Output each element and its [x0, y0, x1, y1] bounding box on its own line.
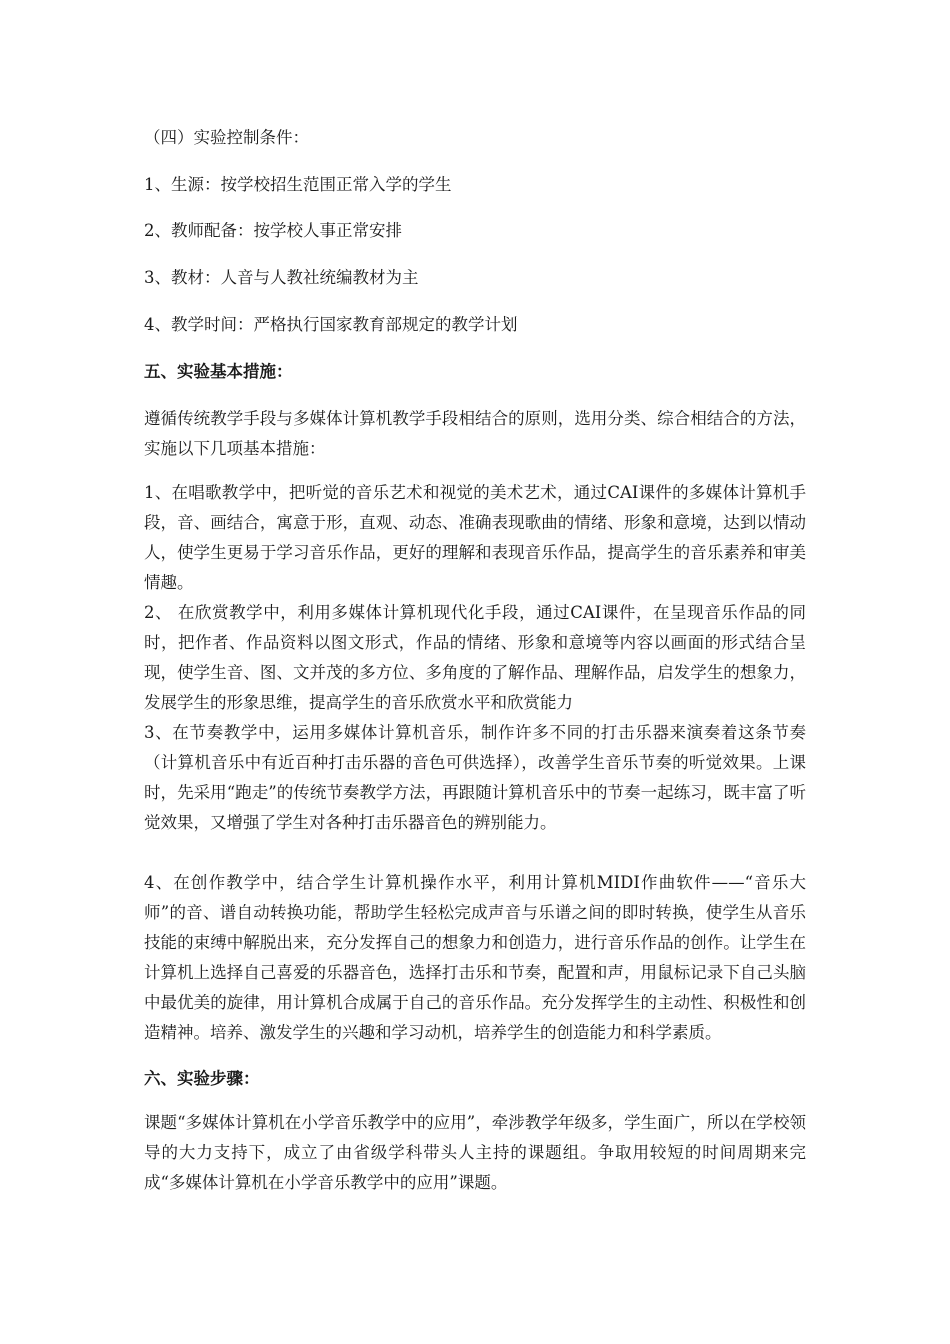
control-item-student-source: 1、生源：按学校招生范围正常入学的学生 — [144, 175, 452, 194]
section-6-paragraph: 课题“多媒体计算机在小学音乐教学中的应用”，牵涉教学年级多，学生面广，所以在学校领导的大力支持下，成立了由省级学科带头人主持的课题组。争取用较短的时间周期来完成“多媒体计算机在小学音乐教学中的应用”课题。 — [144, 1113, 806, 1192]
section-5-intro: 遵循传统教学手段与多媒体计算机教学手段相结合的原则，选用分类、综合相结合的方法，实施以下几项基本措施： — [144, 409, 806, 458]
section-6-heading: 六、实验步骤： — [144, 1069, 260, 1088]
control-conditions-title: （四）实验控制条件： — [144, 128, 309, 147]
control-item-textbook: 3、教材：人音与人教社统编教材为主 — [144, 268, 419, 287]
control-item-teacher-staffing: 2、教师配备：按学校人事正常安排 — [144, 221, 402, 240]
measure-singing-paragraph: 1、在唱歌教学中，把听觉的音乐艺术和视觉的美术艺术，通过CAI课件的多媒体计算机手段，音、画结合，寓意于形，直观、动态、准确表现歌曲的情绪、形象和意境，达到以情动人，使学生更易于学习音乐作品，更好的理解和表现音乐作品，提高学生的音乐素养和审美情趣。 — [144, 483, 806, 592]
section-5-heading: 五、实验基本措施： — [144, 362, 293, 381]
measure-appreciation-paragraph: 2、 在欣赏教学中，利用多媒体计算机现代化手段，通过CAI课件，在呈现音乐作品的同时，把作者、作品资料以图文形式，作品的情绪、形象和意境等内容以画面的形式结合呈现，使学生音、图、文并茂的多方位、多角度的了解作品、理解作品，启发学生的想象力，发展学生的形象思维，提高学生的音乐欣赏水平和欣赏能力 — [144, 603, 806, 712]
control-item-teaching-time: 4、教学时间：严格执行国家教育部规定的教学计划 — [144, 315, 518, 334]
measure-composition-paragraph: 4、在创作教学中，结合学生计算机操作水平，利用计算机MIDI作曲软件——“音乐大师”的音、谱自动转换功能，帮助学生轻松完成声音与乐谱之间的即时转换，使学生从音乐技能的束缚中解脱出来，充分发挥自己的想象力和创造力，进行音乐作品的创作。让学生在计算机上选择自己喜爱的乐器音色，选择打击乐和节奏，配置和声，用鼠标记录下自己头脑中最优美的旋律，用计算机合成属于自己的音乐作品。充分发挥学生的主动性、积极性和创造精神。培养、激发学生的兴趣和学习动机，培养学生的创造能力和科学素质。 — [144, 873, 806, 1042]
measure-rhythm-paragraph: 3、在节奏教学中，运用多媒体计算机音乐，制作许多不同的打击乐器来演奏着这条节奏（计算机音乐中有近百种打击乐器的音色可供选择），改善学生音乐节奏的听觉效果。上课时，先采用“跑走”的传统节奏教学方法，再跟随计算机音乐中的节奏一起练习，既丰富了听觉效果，又增强了学生对各种打击乐器音色的辨别能力。 — [144, 723, 806, 832]
